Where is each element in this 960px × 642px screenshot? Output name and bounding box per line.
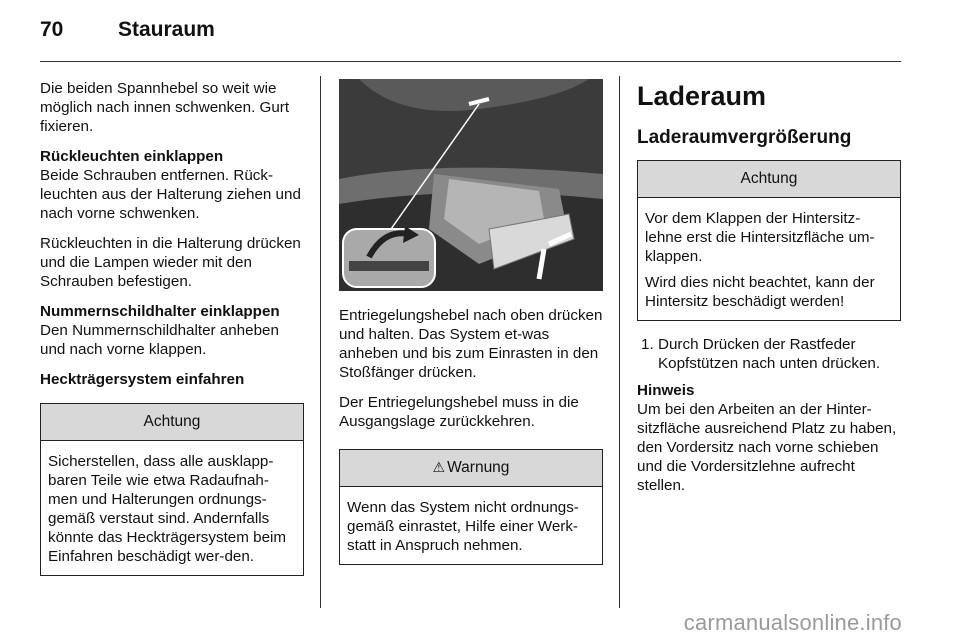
note-title: Hinweis xyxy=(637,382,695,399)
section-title-license-holder: Nummernschildhalter einklappen xyxy=(40,303,280,320)
rear-lights-paragraph-1: Beide Schrauben entfernen. Rück-leuchten aus der Halterung ziehen und nach vorne schwenken. xyxy=(40,167,301,222)
column-divider-1 xyxy=(320,76,321,608)
warning-box-header xyxy=(340,450,602,487)
column-1 xyxy=(40,79,304,588)
page-number: 70 xyxy=(40,18,64,41)
caution-box-seat-text-1: Vor dem Klappen der Hintersitz-lehne erst die Hintersitzfläche um-klappen. xyxy=(645,210,875,265)
section-heading-load-compartment: Laderaum xyxy=(637,81,767,111)
column-3 xyxy=(637,79,901,506)
lever-return-paragraph: Der Entriegelungshebel muss in die Ausgangslage zurückkehren. xyxy=(339,394,579,430)
rear-lights-paragraph-2: Rückleuchten in die Halterung drücken und die Lampen wieder mit den Schrauben befestigen. xyxy=(40,235,301,290)
watermark: carmanualsonline.info xyxy=(683,610,902,635)
caution-box-title: Achtung xyxy=(41,404,303,441)
caution-box-text: Sicherstellen, dass alle ausklapp-baren Teile wie etwa Radaufnah-men und Halterungen ordnungs-gemäß verstaut sind. Andernfalls könnte das Heckträgersystem beim Einfahren beschädigt wer-den. xyxy=(48,453,287,565)
warning-box xyxy=(339,449,603,565)
carrier-illustration xyxy=(339,79,603,291)
section-title-rear-lights: Rückleuchten einklappen xyxy=(40,148,224,165)
warning-box-title: Warnung xyxy=(447,459,510,476)
release-lever-paragraph: Entriegelungshebel nach oben drücken und halten. Das System et-was anheben und bis zum Einrasten in den Stoßfänger drücken. xyxy=(339,307,603,381)
caution-box-seat-text-2: Wird dies nicht beachtet, kann der Hintersitz beschädigt werden! xyxy=(645,274,875,310)
caution-box-carrier xyxy=(40,403,304,576)
subsection-heading-extension: Laderaumvergrößerung xyxy=(637,127,852,148)
caution-box-seat-title: Achtung xyxy=(638,161,900,198)
page-title: Stauraum xyxy=(118,18,215,41)
warning-box-text: Wenn das System nicht ordnungs-gemäß einrastet, Hilfe einer Werk-statt in Anspruch nehmen. xyxy=(347,499,579,554)
header-divider xyxy=(40,61,901,62)
step-1-text: Durch Drücken der Rastfeder Kopfstützen nach unten drücken. xyxy=(658,336,881,372)
section-title-carrier: Heckträgersystem einfahren xyxy=(40,371,245,388)
license-holder-paragraph: Den Nummernschildhalter anheben und nach vorne klappen. xyxy=(40,322,279,358)
note-text: Um bei den Arbeiten an der Hinter-sitzfläche ausreichend Platz zu haben, den Vordersitz nach vorne schieben und die Vordersitzlehne aufrecht stellen. xyxy=(637,401,897,494)
step-1 xyxy=(637,335,901,373)
caution-box-seat xyxy=(637,160,901,321)
column-divider-2 xyxy=(619,76,620,608)
step-1-number: 1. xyxy=(641,336,654,353)
carrier-photo xyxy=(339,79,603,291)
column-2 xyxy=(339,79,603,577)
intro-paragraph: Die beiden Spannhebel so weit wie möglich nach innen schwenken. Gurt fixieren. xyxy=(40,80,290,135)
warning-triangle-icon: ⚠ xyxy=(432,459,446,475)
